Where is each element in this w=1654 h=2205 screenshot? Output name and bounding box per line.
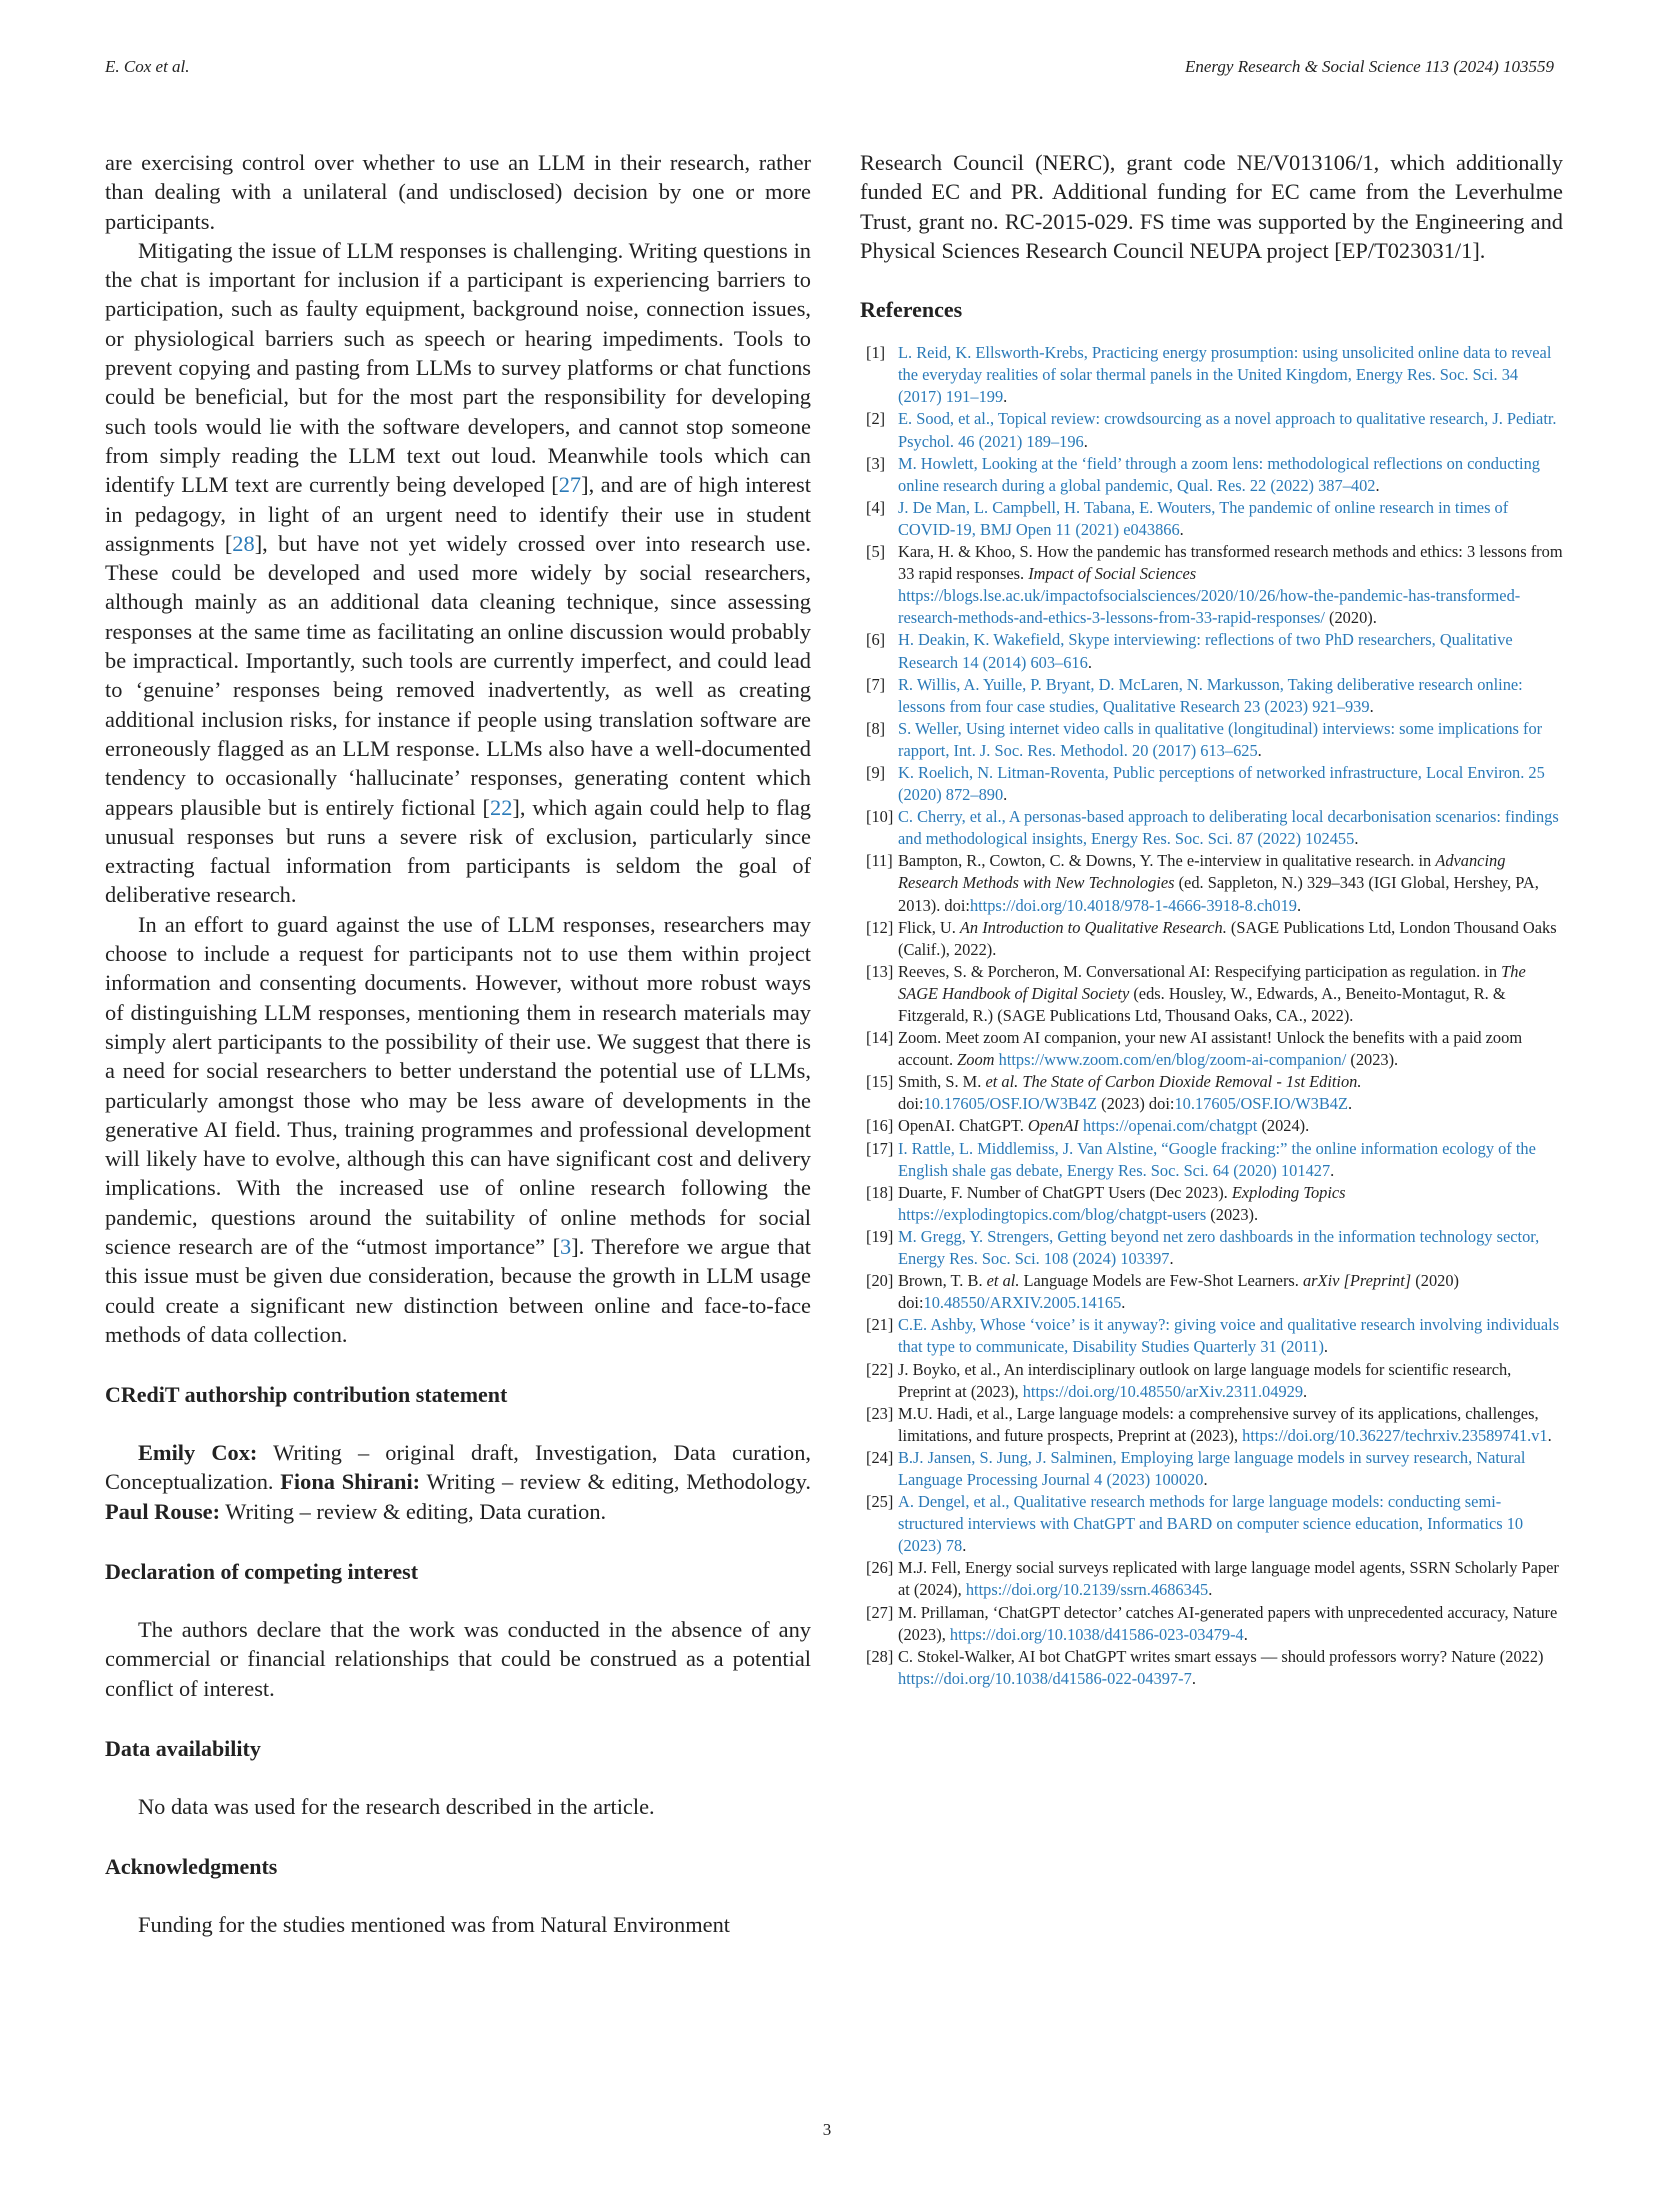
reference-item — [860, 1602, 1563, 1646]
reference-link[interactable]: J. De Man, L. Campbell, H. Tabana, E. Wouters, The pandemic of online research in times of COVID-19, BMJ Open 11 (2021) e043866 — [898, 497, 1509, 539]
reference-list — [860, 342, 1563, 1690]
data-availability-text: No data was used for the research described in the article. — [138, 1793, 655, 1819]
reference-number: [9] — [866, 762, 886, 782]
reference-text[interactable]: M. Howlett, Looking at the ‘field’ through a zoom lens: methodological reflections on conducting online research during a global pandemic, Qual. Res. 22 (2022) 387–402. — [898, 453, 1540, 495]
reference-item — [860, 1182, 1563, 1226]
reference-link[interactable]: E. Sood, et al., Topical review: crowdsourcing as a novel approach to qualitative research, J. Pediatr. Psychol. 46 (2021) 189–196 — [898, 409, 1557, 451]
reference-item — [860, 917, 1563, 961]
reference-item — [860, 1027, 1563, 1071]
reference-text: J. Boyko, et al., An interdisciplinary outlook on large language models for scientific research, Preprint at (2023), https://doi.org/10.48550/arXiv.2311.04929. — [898, 1359, 1512, 1401]
reference-item — [860, 1557, 1563, 1601]
reference-number: [24] — [866, 1447, 894, 1467]
paragraph-guard-llm: In an effort to guard against the use of LLM responses, researchers may choose to include a request for participants not to use them within project information and consenting documents. However, without more robust ways of distinguishing LLM responses, mentioning them in research materials may simply alert participants to the possibility of their use. We suggest that there is a need for social researchers to better understand the potential use of LLMs, particularly amongst those who may be less aware of developments in the generative AI field. Thus, training programmes and professional development will likely have to evolve, although this can have significant cost and delivery implications. With the increased use of online research following the pandemic, questions around the suitability of online methods for social science research are of the “utmost importance” [3]. Therefore we argue that this issue must be given due consideration, because the growth in LLM usage could create a significant new distinction between online and face-to-face methods of data collection. — [105, 911, 811, 1347]
reference-number: [12] — [866, 917, 894, 937]
reference-item — [860, 674, 1563, 718]
reference-link[interactable]: L. Reid, K. Ellsworth-Krebs, Practicing energy prosumption: using unsolicited online data to reveal the everyday realities of solar thermal panels in the United Kingdom, Energy Res. Soc. Sci. 34 (2017) 191–199 — [898, 343, 1552, 407]
reference-text: M. Prillaman, ‘ChatGPT detector’ catches AI-generated papers with unprecedented accuracy, Nature (2023), https://doi.org/10.1038/d41586-023-03479-4. — [898, 1602, 1558, 1644]
reference-link[interactable]: S. Weller, Using internet video calls in qualitative (longitudinal) interviews: some implications for rapport, Int. J. Soc. Res. Methodol. 20 (2017) 613–625 — [898, 718, 1543, 760]
credit-heading: CRediT authorship contribution statement — [105, 1382, 508, 1408]
reference-number: [2] — [866, 409, 886, 429]
reference-text: Brown, T. B. et al. Language Models are Few-Shot Learners. arXiv [Preprint] (2020) doi:10.48550/ARXIV.2005.14165. — [898, 1271, 1459, 1313]
reference-number: [16] — [866, 1116, 894, 1136]
reference-link[interactable]: H. Deakin, K. Wakefield, Skype interviewing: reflections of two PhD researchers, Qualitative Research 14 (2014) 603–616 — [898, 630, 1513, 672]
reference-item — [860, 1491, 1563, 1557]
citation-link[interactable]: 27 — [558, 472, 582, 498]
reference-url[interactable]: https://doi.org/10.36227/techrxiv.23589741.v1 — [1242, 1425, 1548, 1445]
reference-item — [860, 453, 1563, 497]
reference-text[interactable]: C. Cherry, et al., A personas-based approach to deliberating local decarbonisation scenarios: findings and methodological insights, Energy Res. Soc. Sci. 87 (2022) 102455. — [898, 807, 1559, 849]
reference-number: [14] — [866, 1028, 894, 1048]
reference-item — [860, 1138, 1563, 1182]
reference-url[interactable]: https://doi.org/10.4018/978-1-4666-3918-8.ch019 — [969, 895, 1297, 915]
reference-text[interactable]: S. Weller, Using internet video calls in qualitative (longitudinal) interviews: some implications for rapport, Int. J. Soc. Res. Methodol. 20 (2017) 613–625. — [898, 718, 1543, 760]
reference-url[interactable]: 10.48550/ARXIV.2005.14165 — [923, 1293, 1122, 1313]
reference-number: [7] — [866, 674, 886, 694]
competing-interest-heading: Declaration of competing interest — [105, 1559, 419, 1585]
reference-text: M.J. Fell, Energy social surveys replicated with large language model agents, SSRN Scholarly Paper at (2024), https://doi.org/10.2139/ssrn.4686345. — [898, 1558, 1559, 1600]
reference-number: [22] — [866, 1359, 894, 1379]
reference-text[interactable]: J. De Man, L. Campbell, H. Tabana, E. Wouters, The pandemic of online research in times of COVID-19, BMJ Open 11 (2021) e043866. — [898, 497, 1509, 539]
reference-link[interactable]: I. Rattle, L. Middlemiss, J. Van Alstine, “Google fracking:” the online information ecology of the English shale gas debate, Energy Res. Soc. Sci. 64 (2020) 101427 — [898, 1138, 1536, 1180]
reference-item — [860, 1314, 1563, 1358]
references-heading: References — [860, 297, 963, 323]
reference-link[interactable]: C. Cherry, et al., A personas-based approach to deliberating local decarbonisation scenarios: findings and methodological insights, Energy Res. Soc. Sci. 87 (2022) 102455 — [898, 807, 1559, 849]
reference-url[interactable]: https://www.zoom.com/en/blog/zoom-ai-companion/ — [998, 1050, 1347, 1070]
reference-number: [6] — [866, 630, 886, 650]
reference-text[interactable]: R. Willis, A. Yuille, P. Bryant, D. McLaren, N. Markusson, Taking deliberative research online: lessons from four case studies, Qualitative Research 23 (2023) 921–939. — [898, 674, 1523, 716]
reference-url[interactable]: https://explodingtopics.com/blog/chatgpt-users — [898, 1204, 1207, 1224]
running-header-authors: E. Cox et al. — [105, 57, 190, 76]
credit-statement: Emily Cox: Writing – original draft, Investigation, Data curation, Conceptualization. Fiona Shirani: Writing – review & editing, Methodology. Paul Rouse: Writing – review & editing, Data curation. — [105, 1440, 811, 1524]
reference-text[interactable]: H. Deakin, K. Wakefield, Skype interviewing: reflections of two PhD researchers, Qualitative Research 14 (2014) 603–616. — [898, 630, 1513, 672]
reference-number: [28] — [866, 1646, 894, 1666]
reference-number: [13] — [866, 961, 894, 981]
citation-link[interactable]: 3 — [560, 1233, 572, 1259]
reference-link[interactable]: M. Howlett, Looking at the ‘field’ through a zoom lens: methodological reflections on conducting online research during a global pandemic, Qual. Res. 22 (2022) 387–402 — [898, 453, 1540, 495]
reference-number: [21] — [866, 1315, 894, 1335]
reference-link[interactable]: K. Roelich, N. Litman-Roventa, Public perceptions of networked infrastructure, Local Environ. 25 (2020) 872–890 — [898, 762, 1545, 805]
citation-link[interactable]: 22 — [490, 794, 513, 820]
reference-url[interactable]: https://doi.org/10.1038/d41586-023-03479-4 — [949, 1624, 1244, 1644]
reference-number: [23] — [866, 1403, 894, 1423]
reference-text: OpenAI. ChatGPT. OpenAI https://openai.com/chatgpt (2024). — [898, 1116, 1310, 1136]
reference-item — [860, 806, 1563, 850]
reference-item — [860, 541, 1563, 629]
reference-text: Smith, S. M. et al. The State of Carbon Dioxide Removal - 1st Edition. doi:10.17605/OSF.IO/W3B4Z (2023) doi:10.17605/OSF.IO/W3B4Z. — [898, 1072, 1362, 1114]
reference-link[interactable]: A. Dengel, et al., Qualitative research methods for large language models: conducting semi-structured interviews with ChatGPT and BARD on computer science education, Informatics 10 (2023) 78 — [898, 1492, 1524, 1556]
reference-url[interactable]: https://doi.org/10.2139/ssrn.4686345 — [965, 1580, 1209, 1600]
reference-text[interactable]: A. Dengel, et al., Qualitative research methods for large language models: conducting semi-structured interviews with ChatGPT and BARD on computer science education, Informatics 10 (2023) 78. — [898, 1492, 1524, 1556]
reference-item — [860, 1115, 1563, 1137]
reference-link[interactable]: C.E. Ashby, Whose ‘voice’ is it anyway?: giving voice and qualitative research involving individuals that type to communicate, Disability Studies Quarterly 31 (2011) — [898, 1315, 1560, 1357]
reference-number: [27] — [866, 1602, 894, 1622]
reference-text: Reeves, S. & Porcheron, M. Conversational AI: Respecifying participation as regulation. in The SAGE Handbook of Digital Society (eds. Housley, W., Edwards, A., Beneito-Montagut, R. & Fitzgerald, R.) (SAGE Publications Ltd, Thousand Oaks, CA., 2022). — [898, 961, 1526, 1025]
reference-text[interactable]: C.E. Ashby, Whose ‘voice’ is it anyway?: giving voice and qualitative research involving individuals that type to communicate, Disability Studies Quarterly 31 (2011). — [898, 1315, 1560, 1357]
reference-url[interactable]: https://blogs.lse.ac.uk/impactofsocialsciences/2020/10/26/how-the-pandemic-has-transformed-research-methods-and-ethics-3-lessons-from-33-rapid-responses/ — [898, 586, 1521, 628]
reference-url[interactable]: https://doi.org/10.1038/d41586-022-04397-7 — [898, 1668, 1192, 1688]
right-column — [860, 148, 1563, 1690]
reference-item — [860, 718, 1563, 762]
reference-item — [860, 1646, 1563, 1690]
page-number: 3 — [822, 2120, 832, 2139]
reference-text: C. Stokel-Walker, AI bot ChatGPT writes smart essays — should professors worry? Nature (2022) https://doi.org/10.1038/d41586-022-04397-7. — [898, 1646, 1544, 1688]
reference-item — [860, 1447, 1563, 1491]
acknowledgments-text: Funding for the studies mentioned was from Natural Environment — [138, 1912, 730, 1938]
paragraph-llm-control: are exercising control over whether to use an LLM in their research, rather than dealing with a unilateral (and undisclosed) decision by one or more participants. — [105, 150, 811, 234]
reference-item — [860, 497, 1563, 541]
reference-link[interactable]: R. Willis, A. Yuille, P. Bryant, D. McLaren, N. Markusson, Taking deliberative research online: lessons from four case studies, Qualitative Research 23 (2023) 921–939 — [898, 674, 1523, 716]
reference-text: Kara, H. & Khoo, S. How the pandemic has transformed research methods and ethics: 3 lessons from 33 rapid responses. Impact of Social Sciences https://blogs.lse.ac.uk/impactofsocialsciences/2020/10/26/how-the-pandemic-has-transformed-research-methods-and-ethics-3-lessons-from-33-rapid-responses/ (2020). — [898, 542, 1563, 628]
reference-text: Flick, U. An Introduction to Qualitative Research. (SAGE Publications Ltd, London Thousand Oaks (Calif.), 2022). — [898, 917, 1557, 959]
competing-interest-text: The authors declare that the work was conducted in the absence of any commercial or financial relationships that could be construed as a potential conflict of interest. — [105, 1617, 811, 1701]
reference-item — [860, 1403, 1563, 1447]
reference-text: Bampton, R., Cowton, C. & Downs, Y. The e-interview in qualitative research. in Advancing Research Methods with New Technologies (ed. Sappleton, N.) 329–343 (IGI Global, Hershey, PA, 2013). doi:https://doi.org/10.4018/978-1-4666-3918-8.ch019. — [898, 851, 1539, 915]
reference-number: [1] — [866, 343, 886, 363]
reference-number: [25] — [866, 1492, 894, 1512]
reference-item — [860, 1226, 1563, 1270]
reference-link[interactable]: M. Gregg, Y. Strengers, Getting beyond net zero dashboards in the information technology sector, Energy Res. Soc. Sci. 108 (2024) 103397 — [898, 1226, 1540, 1269]
reference-item — [860, 1071, 1563, 1115]
reference-number: [17] — [866, 1138, 894, 1158]
reference-url[interactable]: https://openai.com/chatgpt — [1083, 1116, 1258, 1136]
paragraph-mitigating-llm: Mitigating the issue of LLM responses is challenging. Writing questions in the chat is important for inclusion if a participant is experiencing barriers to participation, such as faulty equipment, background noise, connection issues, or physiological barriers such as speech or hearing impediments. Tools to prevent copying and pasting from LLMs to survey platforms or chat functions could be beneficial, but for the most part the responsibility for developing such tools would lie with the software developers, and cannot stop someone from simply reading the LLM text out loud. Meanwhile tools which can identify LLM text are currently being developed [27], and are of high interest in pedagogy, in light of an urgent need to identify their use in student assignments [28], but have not yet widely crossed over into research use. These could be developed and used more widely by social researchers, although mainly as an additional data cleaning technique, since assessing responses at the same time as facilitating an online discussion would probably be impractical. Importantly, such tools are currently imperfect, and could lead to ‘genuine’ responses being removed inadvertently, as well as creating additional inclusion risks, for instance if people using translation software are erroneously flagged as an LLM response. LLMs also have a well-documented tendency to occasionally ‘hallucinate’ responses, generating content which appears plausible but is entirely fictional [22], which again could help to flag unusual responses but runs a severe risk of exclusion, particularly since extracting factual information from participants is seldom the goal of deliberative research. — [105, 237, 812, 908]
reference-text[interactable]: B.J. Jansen, S. Jung, J. Salminen, Employing large language models in survey research, Natural Language Processing Journal 4 (2023) 100020. — [898, 1447, 1526, 1489]
reference-item — [860, 1270, 1563, 1314]
reference-text[interactable]: K. Roelich, N. Litman-Roventa, Public perceptions of networked infrastructure, Local Environ. 25 (2020) 872–890. — [898, 762, 1545, 805]
acknowledgments-continued: Research Council (NERC), grant code NE/V013106/1, which additionally funded EC and PR. Additional funding for EC came from the Leverhulme Trust, grant no. RC-2015-029. FS time was supported by the Engineering and Physical Sciences Research Council NEUPA project [EP/T023031/1]. — [860, 150, 1563, 263]
reference-number: [15] — [866, 1072, 894, 1092]
reference-item — [860, 1359, 1563, 1403]
reference-url[interactable]: https://doi.org/10.48550/arXiv.2311.04929 — [1022, 1381, 1304, 1401]
reference-number: [4] — [866, 497, 886, 517]
reference-item — [860, 961, 1563, 1027]
reference-item — [860, 342, 1563, 408]
reference-number: [19] — [866, 1226, 894, 1246]
reference-text: M.U. Hadi, et al., Large language models: a comprehensive survey of its applications, challenges, limitations, and future prospects, Preprint at (2023), https://doi.org/10.36227/techrxiv.23589741.v1. — [898, 1403, 1552, 1445]
reference-url[interactable]: 10.17605/OSF.IO/W3B4Z — [1174, 1094, 1348, 1114]
reference-number: [10] — [866, 807, 894, 827]
reference-text[interactable]: I. Rattle, L. Middlemiss, J. Van Alstine, “Google fracking:” the online information ecology of the English shale gas debate, Energy Res. Soc. Sci. 64 (2020) 101427. — [898, 1138, 1536, 1180]
reference-number: [5] — [866, 542, 886, 562]
reference-item — [860, 629, 1563, 673]
data-availability-heading: Data availability — [105, 1735, 261, 1761]
acknowledgments-heading: Acknowledgments — [105, 1854, 278, 1880]
reference-text: Zoom. Meet zoom AI companion, your new AI assistant! Unlock the benefits with a paid zoom account. Zoom https://www.zoom.com/en/blog/zoom-ai-companion/ (2023). — [898, 1028, 1523, 1070]
reference-number: [18] — [866, 1182, 894, 1202]
running-header-journal: Energy Research & Social Science 113 (2024) 103559 — [1184, 57, 1554, 76]
left-column — [105, 148, 811, 1940]
reference-number: [11] — [866, 851, 893, 871]
reference-number: [8] — [866, 718, 886, 738]
reference-url[interactable]: 10.17605/OSF.IO/W3B4Z — [923, 1094, 1098, 1114]
citation-link[interactable]: 28 — [232, 530, 255, 556]
reference-number: [26] — [866, 1558, 894, 1578]
reference-text[interactable]: L. Reid, K. Ellsworth-Krebs, Practicing energy prosumption: using unsolicited online data to reveal the everyday realities of solar thermal panels in the United Kingdom, Energy Res. Soc. Sci. 34 (2017) 191–199. — [898, 343, 1552, 407]
reference-text[interactable]: M. Gregg, Y. Strengers, Getting beyond net zero dashboards in the information technology sector, Energy Res. Soc. Sci. 108 (2024) 103397. — [898, 1226, 1540, 1269]
reference-item — [860, 850, 1563, 916]
reference-text: Duarte, F. Number of ChatGPT Users (Dec 2023). Exploding Topics https://explodingtopics.com/blog/chatgpt-users (2023). — [898, 1182, 1346, 1224]
reference-text[interactable]: E. Sood, et al., Topical review: crowdsourcing as a novel approach to qualitative research, J. Pediatr. Psychol. 46 (2021) 189–196. — [898, 409, 1557, 451]
reference-link[interactable]: B.J. Jansen, S. Jung, J. Salminen, Employing large language models in survey research, Natural Language Processing Journal 4 (2023) 100020 — [898, 1447, 1526, 1489]
reference-number: [3] — [866, 453, 886, 473]
reference-number: [20] — [866, 1271, 894, 1291]
reference-item — [860, 762, 1563, 806]
reference-item — [860, 408, 1563, 452]
